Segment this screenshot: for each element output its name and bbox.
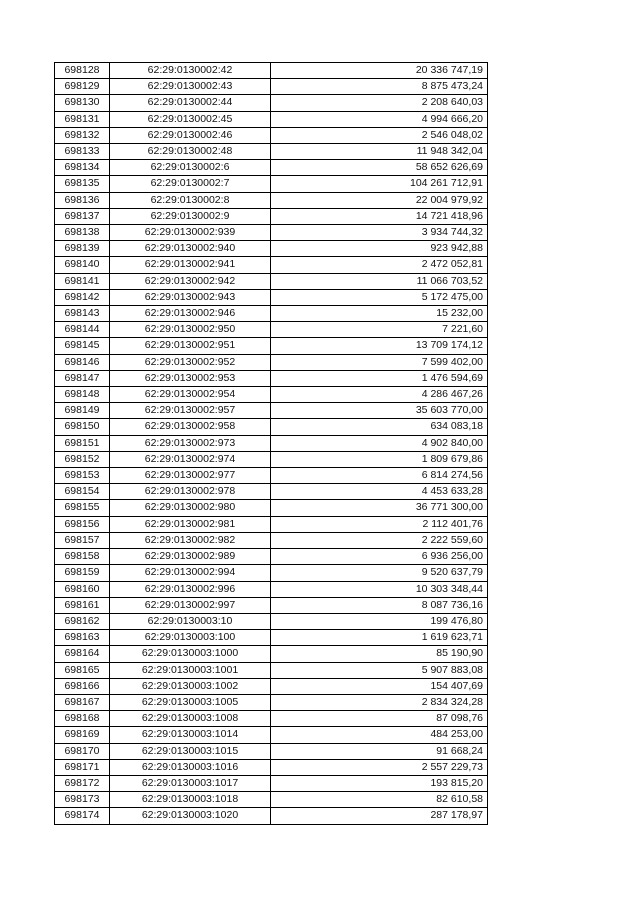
cadastral-value-cell: 1 619 623,71 <box>271 630 488 646</box>
row-number-cell: 698161 <box>55 597 110 613</box>
cadastral-number-cell: 62:29:0130003:1018 <box>110 792 271 808</box>
row-number-cell: 698139 <box>55 241 110 257</box>
table-body <box>55 63 488 825</box>
cadastral-value-cell: 6 936 256,00 <box>271 549 488 565</box>
cadastral-number-cell: 62:29:0130002:942 <box>110 273 271 289</box>
row-number-cell: 698157 <box>55 532 110 548</box>
cadastral-number-cell: 62:29:0130002:982 <box>110 532 271 548</box>
row-number-cell: 698170 <box>55 743 110 759</box>
cadastral-number-cell: 62:29:0130002:951 <box>110 338 271 354</box>
table-row <box>55 306 488 322</box>
row-number-cell: 698171 <box>55 759 110 775</box>
cadastral-number-cell: 62:29:0130002:977 <box>110 468 271 484</box>
cadastral-value-cell: 11 066 703,52 <box>271 273 488 289</box>
cadastral-value-cell: 6 814 274,56 <box>271 468 488 484</box>
table-row <box>55 387 488 403</box>
cadastral-number-cell: 62:29:0130002:952 <box>110 354 271 370</box>
row-number-cell: 698155 <box>55 500 110 516</box>
table-row <box>55 678 488 694</box>
cadastral-value-cell: 91 668,24 <box>271 743 488 759</box>
table-row <box>55 468 488 484</box>
table-row <box>55 176 488 192</box>
cadastral-value-cell: 4 286 467,26 <box>271 387 488 403</box>
cadastral-value-cell: 7 221,60 <box>271 322 488 338</box>
row-number-cell: 698166 <box>55 678 110 694</box>
cadastral-number-cell: 62:29:0130002:996 <box>110 581 271 597</box>
cadastral-number-cell: 62:29:0130002:974 <box>110 451 271 467</box>
cadastral-value-cell: 11 948 342,04 <box>271 144 488 160</box>
cadastral-value-cell: 13 709 174,12 <box>271 338 488 354</box>
row-number-cell: 698173 <box>55 792 110 808</box>
table-row <box>55 711 488 727</box>
row-number-cell: 698168 <box>55 711 110 727</box>
table-row <box>55 630 488 646</box>
table-row <box>55 241 488 257</box>
cadastral-number-cell: 62:29:0130002:44 <box>110 95 271 111</box>
cadastral-number-cell: 62:29:0130002:42 <box>110 63 271 79</box>
cadastral-number-cell: 62:29:0130002:973 <box>110 435 271 451</box>
cadastral-value-cell: 193 815,20 <box>271 775 488 791</box>
cadastral-value-cell: 82 610,58 <box>271 792 488 808</box>
cadastral-number-cell: 62:29:0130003:1005 <box>110 694 271 710</box>
row-number-cell: 698154 <box>55 484 110 500</box>
row-number-cell: 698167 <box>55 694 110 710</box>
row-number-cell: 698130 <box>55 95 110 111</box>
row-number-cell: 698162 <box>55 613 110 629</box>
row-number-cell: 698142 <box>55 289 110 305</box>
cadastral-number-cell: 62:29:0130002:940 <box>110 241 271 257</box>
cadastral-value-cell: 85 190,90 <box>271 646 488 662</box>
cadastral-number-cell: 62:29:0130003:1001 <box>110 662 271 678</box>
row-number-cell: 698147 <box>55 370 110 386</box>
cadastral-value-cell: 9 520 637,79 <box>271 565 488 581</box>
row-number-cell: 698160 <box>55 581 110 597</box>
row-number-cell: 698141 <box>55 273 110 289</box>
row-number-cell: 698138 <box>55 225 110 241</box>
table-row <box>55 532 488 548</box>
cadastral-number-cell: 62:29:0130003:1008 <box>110 711 271 727</box>
table-row <box>55 144 488 160</box>
row-number-cell: 698143 <box>55 306 110 322</box>
table-row <box>55 581 488 597</box>
cadastral-number-cell: 62:29:0130002:953 <box>110 370 271 386</box>
row-number-cell: 698174 <box>55 808 110 824</box>
cadastral-value-cell: 199 476,80 <box>271 613 488 629</box>
cadastral-value-cell: 2 208 640,03 <box>271 95 488 111</box>
table-row <box>55 160 488 176</box>
cadastral-value-cell: 2 557 229,73 <box>271 759 488 775</box>
row-number-cell: 698149 <box>55 403 110 419</box>
cadastral-number-cell: 62:29:0130003:1000 <box>110 646 271 662</box>
row-number-cell: 698128 <box>55 63 110 79</box>
cadastral-value-cell: 5 172 475,00 <box>271 289 488 305</box>
row-number-cell: 698156 <box>55 516 110 532</box>
cadastral-number-cell: 62:29:0130002:939 <box>110 225 271 241</box>
row-number-cell: 698151 <box>55 435 110 451</box>
row-number-cell: 698135 <box>55 176 110 192</box>
row-number-cell: 698146 <box>55 354 110 370</box>
table-row <box>55 727 488 743</box>
table-row <box>55 338 488 354</box>
cadastral-value-cell: 287 178,97 <box>271 808 488 824</box>
cadastral-value-cell: 20 336 747,19 <box>271 63 488 79</box>
cadastral-value-cell: 15 232,00 <box>271 306 488 322</box>
cadastral-number-cell: 62:29:0130003:100 <box>110 630 271 646</box>
cadastral-number-cell: 62:29:0130002:997 <box>110 597 271 613</box>
row-number-cell: 698132 <box>55 127 110 143</box>
cadastral-value-cell: 8 087 736,16 <box>271 597 488 613</box>
table-row <box>55 95 488 111</box>
table-row <box>55 225 488 241</box>
table-row <box>55 500 488 516</box>
table-row <box>55 597 488 613</box>
cadastral-value-cell: 923 942,88 <box>271 241 488 257</box>
cadastral-number-cell: 62:29:0130002:943 <box>110 289 271 305</box>
table-row <box>55 549 488 565</box>
row-number-cell: 698137 <box>55 208 110 224</box>
cadastral-value-table <box>54 62 488 825</box>
cadastral-value-cell: 3 934 744,32 <box>271 225 488 241</box>
cadastral-number-cell: 62:29:0130002:43 <box>110 79 271 95</box>
cadastral-value-cell: 154 407,69 <box>271 678 488 694</box>
cadastral-value-cell: 2 472 052,81 <box>271 257 488 273</box>
cadastral-number-cell: 62:29:0130002:8 <box>110 192 271 208</box>
row-number-cell: 698169 <box>55 727 110 743</box>
cadastral-value-cell: 10 303 348,44 <box>271 581 488 597</box>
cadastral-value-cell: 2 112 401,76 <box>271 516 488 532</box>
cadastral-value-cell: 7 599 402,00 <box>271 354 488 370</box>
table-row <box>55 792 488 808</box>
row-number-cell: 698129 <box>55 79 110 95</box>
table-row <box>55 484 488 500</box>
row-number-cell: 698153 <box>55 468 110 484</box>
table-row <box>55 127 488 143</box>
cadastral-number-cell: 62:29:0130003:1015 <box>110 743 271 759</box>
cadastral-value-cell: 104 261 712,91 <box>271 176 488 192</box>
cadastral-number-cell: 62:29:0130002:957 <box>110 403 271 419</box>
table-row <box>55 403 488 419</box>
row-number-cell: 698145 <box>55 338 110 354</box>
table-row <box>55 516 488 532</box>
row-number-cell: 698152 <box>55 451 110 467</box>
cadastral-value-cell: 5 907 883,08 <box>271 662 488 678</box>
row-number-cell: 698150 <box>55 419 110 435</box>
cadastral-number-cell: 62:29:0130002:954 <box>110 387 271 403</box>
cadastral-value-cell: 484 253,00 <box>271 727 488 743</box>
table-row <box>55 257 488 273</box>
table-row <box>55 743 488 759</box>
cadastral-number-cell: 62:29:0130002:958 <box>110 419 271 435</box>
table-row <box>55 354 488 370</box>
row-number-cell: 698172 <box>55 775 110 791</box>
table-row <box>55 79 488 95</box>
cadastral-value-cell: 4 994 666,20 <box>271 111 488 127</box>
row-number-cell: 698144 <box>55 322 110 338</box>
table-row <box>55 808 488 824</box>
cadastral-value-cell: 4 902 840,00 <box>271 435 488 451</box>
cadastral-value-cell: 87 098,76 <box>271 711 488 727</box>
table-row <box>55 111 488 127</box>
cadastral-number-cell: 62:29:0130002:45 <box>110 111 271 127</box>
table-row <box>55 451 488 467</box>
table-row <box>55 63 488 79</box>
row-number-cell: 698159 <box>55 565 110 581</box>
table-row <box>55 322 488 338</box>
cadastral-number-cell: 62:29:0130002:6 <box>110 160 271 176</box>
cadastral-number-cell: 62:29:0130003:1017 <box>110 775 271 791</box>
cadastral-number-cell: 62:29:0130002:9 <box>110 208 271 224</box>
row-number-cell: 698136 <box>55 192 110 208</box>
cadastral-number-cell: 62:29:0130003:10 <box>110 613 271 629</box>
row-number-cell: 698131 <box>55 111 110 127</box>
table-row <box>55 694 488 710</box>
cadastral-value-cell: 58 652 626,69 <box>271 160 488 176</box>
row-number-cell: 698163 <box>55 630 110 646</box>
cadastral-number-cell: 62:29:0130002:978 <box>110 484 271 500</box>
cadastral-number-cell: 62:29:0130002:981 <box>110 516 271 532</box>
cadastral-number-cell: 62:29:0130002:989 <box>110 549 271 565</box>
row-number-cell: 698140 <box>55 257 110 273</box>
table-row <box>55 775 488 791</box>
table-row <box>55 662 488 678</box>
cadastral-number-cell: 62:29:0130002:994 <box>110 565 271 581</box>
cadastral-number-cell: 62:29:0130002:46 <box>110 127 271 143</box>
cadastral-number-cell: 62:29:0130002:7 <box>110 176 271 192</box>
row-number-cell: 698134 <box>55 160 110 176</box>
row-number-cell: 698133 <box>55 144 110 160</box>
cadastral-number-cell: 62:29:0130002:950 <box>110 322 271 338</box>
table-row <box>55 208 488 224</box>
table-row <box>55 192 488 208</box>
cadastral-value-cell: 1 809 679,86 <box>271 451 488 467</box>
table-row <box>55 759 488 775</box>
cadastral-number-cell: 62:29:0130002:941 <box>110 257 271 273</box>
cadastral-value-cell: 35 603 770,00 <box>271 403 488 419</box>
cadastral-value-cell: 1 476 594,69 <box>271 370 488 386</box>
cadastral-value-cell: 36 771 300,00 <box>271 500 488 516</box>
table-row <box>55 646 488 662</box>
cadastral-number-cell: 62:29:0130003:1020 <box>110 808 271 824</box>
cadastral-value-cell: 8 875 473,24 <box>271 79 488 95</box>
table-row <box>55 273 488 289</box>
cadastral-value-cell: 2 546 048,02 <box>271 127 488 143</box>
cadastral-value-cell: 634 083,18 <box>271 419 488 435</box>
row-number-cell: 698158 <box>55 549 110 565</box>
cadastral-value-cell: 14 721 418,96 <box>271 208 488 224</box>
table-row <box>55 370 488 386</box>
cadastral-value-cell: 4 453 633,28 <box>271 484 488 500</box>
cadastral-number-cell: 62:29:0130003:1014 <box>110 727 271 743</box>
table-row <box>55 613 488 629</box>
row-number-cell: 698164 <box>55 646 110 662</box>
table-row <box>55 435 488 451</box>
cadastral-number-cell: 62:29:0130003:1002 <box>110 678 271 694</box>
row-number-cell: 698165 <box>55 662 110 678</box>
cadastral-number-cell: 62:29:0130003:1016 <box>110 759 271 775</box>
cadastral-number-cell: 62:29:0130002:946 <box>110 306 271 322</box>
table-row <box>55 289 488 305</box>
table-row <box>55 419 488 435</box>
row-number-cell: 698148 <box>55 387 110 403</box>
cadastral-number-cell: 62:29:0130002:48 <box>110 144 271 160</box>
cadastral-number-cell: 62:29:0130002:980 <box>110 500 271 516</box>
table-row <box>55 565 488 581</box>
cadastral-value-cell: 2 222 559,60 <box>271 532 488 548</box>
cadastral-value-cell: 22 004 979,92 <box>271 192 488 208</box>
cadastral-value-cell: 2 834 324,28 <box>271 694 488 710</box>
